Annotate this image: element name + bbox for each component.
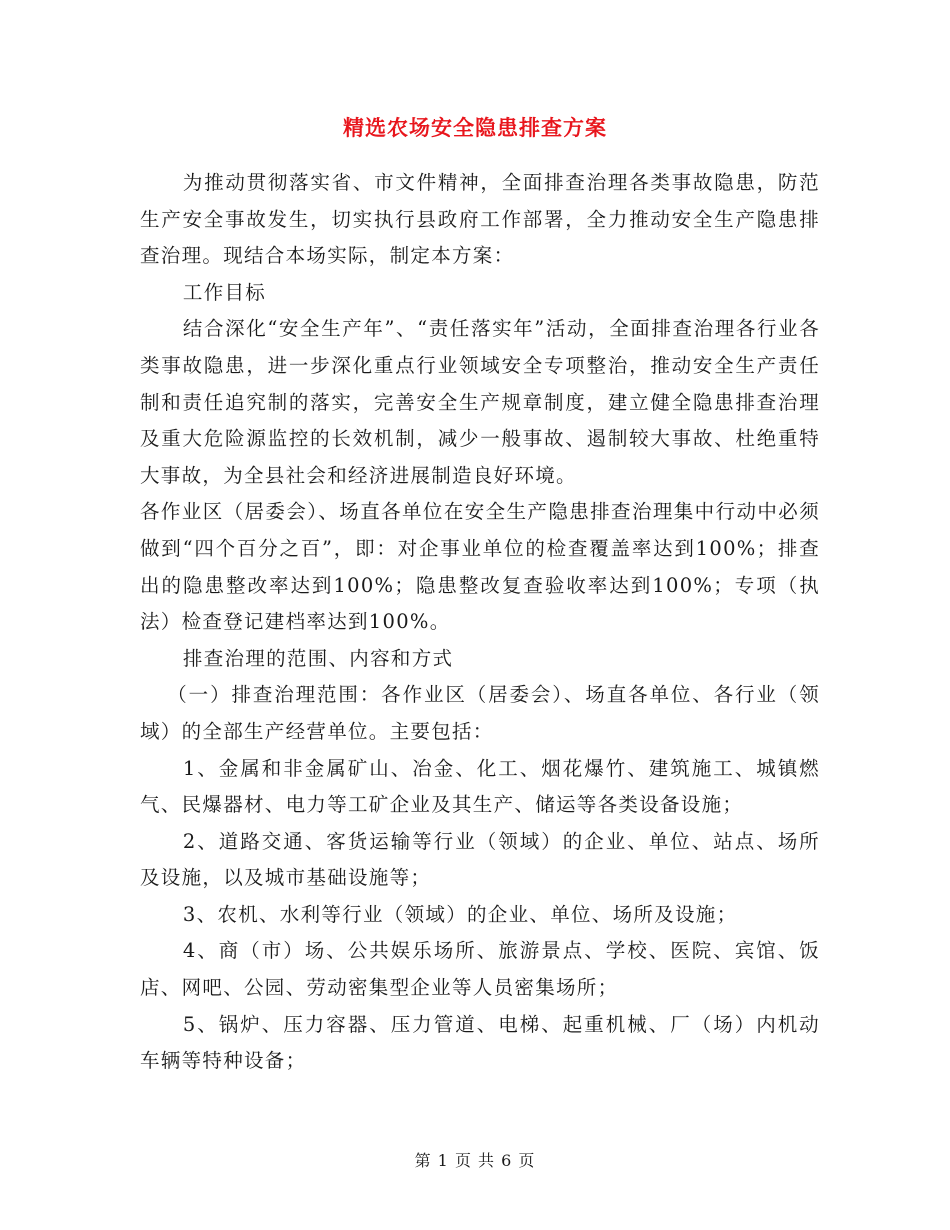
list-item-3: 3、农机、水利等行业（领域）的企业、单位、场所及设施； [182, 902, 738, 926]
page-number: 第 1 页 共 6 页 [414, 1151, 536, 1170]
section-heading-scope: 排查治理的范围、内容和方式 [182, 646, 454, 670]
list-item-2: 2、道路交通、客货运输等行业（领域）的企业、单位、站点、场所及设施，以及城市基础设施等； [140, 829, 820, 890]
list-item-4: 4、商（市）场、公共娱乐场所、旅游景点、学校、医院、宾馆、饭店、网吧、公园、劳动密集型企业等人员密集场所； [140, 939, 820, 1000]
document-body [140, 165, 820, 1080]
list-item-1: 1、金属和非金属矿山、冶金、化工、烟花爆竹、建筑施工、城镇燃气、民爆器材、电力等工矿企业及其生产、储运等各类设备设施； [140, 756, 820, 817]
paragraph-goal: 结合深化“安全生产年”、“责任落实年”活动，全面排查治理各行业各类事故隐患，进一步深化重点行业领域安全专项整治，推动安全生产责任制和责任追究制的落实，完善安全生产规章制度，建立健全隐患排查治理及重大危险源监控的长效机制，减少一般事故、遏制较大事故、杜绝重特大事故，为全县社会和经济进展制造良好环境。 [140, 317, 820, 487]
paragraph-scope: （一）排查治理范围：各作业区（居委会）、场直各单位、各行业（领域）的全部生产经营单位。主要包括： [140, 683, 820, 743]
page-footer [0, 1148, 950, 1171]
section-heading-goal: 工作目标 [182, 280, 267, 304]
list-item-5: 5、锅炉、压力容器、压力管道、电梯、起重机械、厂（场）内机动车辆等特种设备； [140, 1012, 820, 1073]
paragraph-intro: 为推动贯彻落实省、市文件精神，全面排查治理各类事故隐患，防范生产安全事故发生，切实执行县政府工作部署，全力推动安全生产隐患排查治理。现结合本场实际，制定本方案： [140, 171, 820, 268]
document-title: 精选农场安全隐患排查方案 [343, 115, 607, 140]
paragraph-requirements: 各作业区（居委会）、场直各单位在安全生产隐患排查治理集中行动中必须做到“四个百分之百”，即：对企事业单位的检查覆盖率达到100%；排查出的隐患整改率达到100%；隐患整改复查验收率达到100%；专项（执法）检查登记建档率达到100%。 [140, 500, 820, 634]
